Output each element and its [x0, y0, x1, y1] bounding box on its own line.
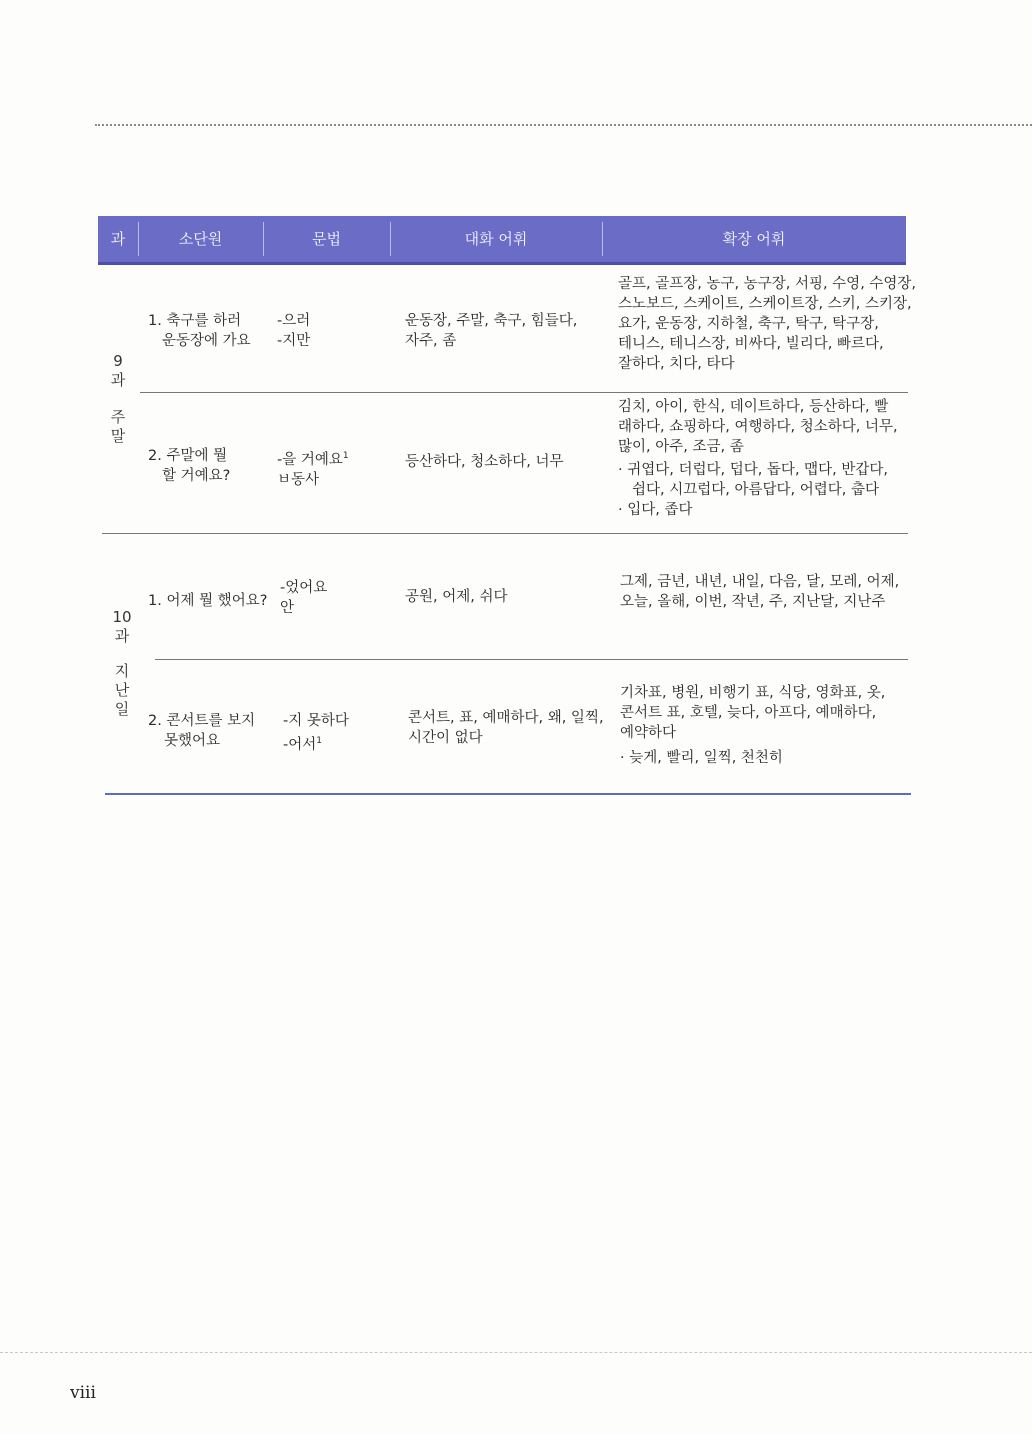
header-extended-vocab: 확장 어휘 [722, 230, 786, 248]
lesson-10-label [102, 608, 142, 719]
page-number: viii [70, 1383, 96, 1403]
l9r1-conversation: 운동장, 주말, 축구, 힘들다, 자주, 좀 [405, 313, 578, 349]
lesson-gwa: 과 [110, 371, 126, 389]
l10r1-subunit: 1. 어제 뭘 했어요? [148, 593, 268, 609]
lesson-gwa: 과 [114, 627, 130, 645]
l9r2-conversation: 등산하다, 청소하다, 너무 [405, 454, 564, 470]
l9r1-subunit: 1. 축구를 하러 운동장에 가요 [148, 313, 251, 349]
lesson-number: 9 [113, 352, 123, 370]
l10r1-conversation: 공원, 어제, 쉬다 [405, 589, 508, 605]
bottom-dashed-rule [0, 1352, 1032, 1353]
row-divider [140, 392, 908, 393]
lesson-title-char: 주 [110, 408, 126, 426]
l10r2-extended: 기차표, 병원, 비행기 표, 식당, 영화표, 옷, 콘서트 표, 호텔, 늦다, 아프다, 예매하다, 예약하다 · 늦게, 빨리, 일찍, 천천히 [620, 685, 886, 766]
l10r2-subunit: 2. 콘서트를 보지 못했어요 [148, 713, 256, 749]
l10r1-grammar: -었어요 안 [280, 580, 328, 616]
header-conversation-vocab: 대화 어휘 [464, 230, 528, 248]
lesson-title-char: 지 [114, 662, 130, 680]
lesson-title-char: 말 [110, 427, 126, 445]
header-lesson: 과 [110, 230, 126, 248]
lesson-number: 10 [112, 608, 132, 626]
table-bottom-rule [105, 793, 911, 795]
l10r1-extended: 그제, 금년, 내년, 내일, 다음, 달, 모레, 어제, 오늘, 올해, 이번, 작년, 주, 지난달, 지난주 [620, 574, 900, 610]
lesson-title-char: 일 [114, 700, 130, 718]
lesson-9-label [98, 352, 138, 446]
l10r2-conversation: 콘서트, 표, 예매하다, 왜, 일찍, 시간이 없다 [408, 710, 604, 746]
row-divider [155, 659, 908, 660]
l10r2-grammar: -지 못하다 -어서$^1$ [283, 713, 349, 753]
l9r2-subunit: 2. 주말에 뭘 할 거예요? [148, 448, 231, 484]
l9r2-extended: 김치, 아이, 한식, 데이트하다, 등산하다, 빨 래하다, 쇼핑하다, 여행하다, 청소하다, 너무, 많이, 아주, 조금, 좀 · 귀엽다, 더럽다, 덥다, 돕다, 맵다, 반갑다, 쉽다, 시끄럽다, 아름답다, 어렵다, 춥다 · 입다, 좁다 [618, 399, 898, 518]
header-subunit: 소단원 [178, 230, 223, 248]
l9r1-grammar: -으러 -지만 [277, 313, 311, 349]
l9r2-grammar: -을 거예요$^1$ ㅂ동사 [277, 451, 349, 488]
table-header [98, 216, 906, 265]
lesson-divider [102, 533, 908, 534]
lesson-title-char: 난 [114, 681, 130, 699]
header-grammar: 문법 [312, 230, 341, 248]
l9r1-extended: 골프, 골프장, 농구, 농구장, 서핑, 수영, 수영장, 스노보드, 스케이트, 스케이트장, 스키, 스키장, 요가, 운동장, 지하철, 축구, 탁구, 탁구장, 테니스, 테니스장, 비싸다, 빌리다, 빠르다, 잘하다, 치다, 타다 [618, 276, 917, 372]
top-dotted-rule [95, 124, 1032, 126]
